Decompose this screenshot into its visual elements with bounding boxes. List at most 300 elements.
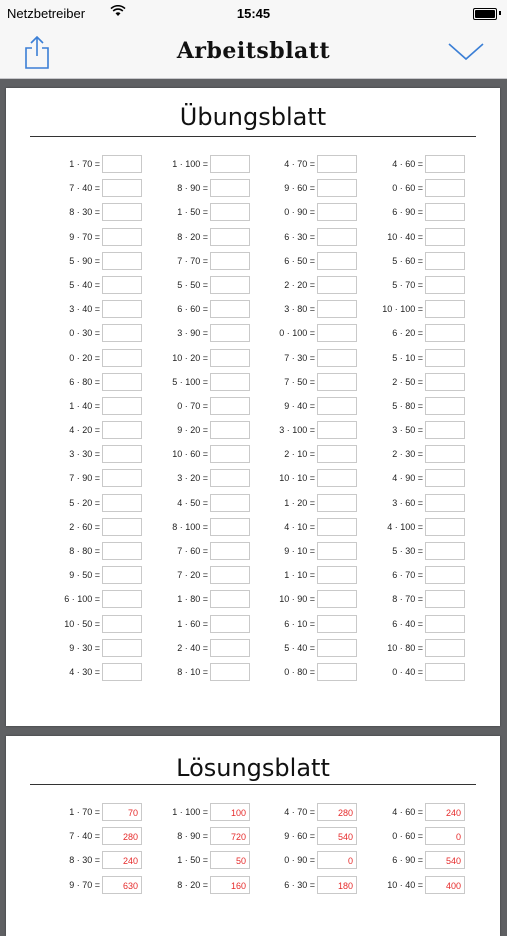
answer-input[interactable]	[317, 324, 357, 342]
answer-input[interactable]	[102, 566, 142, 584]
exercise-expression: 1 · 70 =	[69, 159, 100, 169]
exercise-expression: 0 · 70 =	[177, 400, 208, 411]
exercise-expression: 7 · 20 =	[177, 570, 208, 581]
exercise-expression: 5 · 10 =	[392, 352, 423, 363]
exercise-expression: 3 · 80 =	[284, 304, 315, 315]
answer-input[interactable]	[210, 324, 250, 342]
exercise-expression: 9 · 30 =	[69, 642, 100, 653]
answer-input[interactable]	[317, 542, 357, 560]
solution-sheet	[6, 736, 500, 936]
exercise-expression: 7 · 30 =	[284, 352, 315, 363]
carrier-label: Netzbetreiber	[7, 6, 86, 21]
answer-box	[317, 803, 357, 821]
exercise-row	[6, 397, 500, 421]
exercise-item	[253, 276, 357, 296]
exercise-item	[361, 876, 465, 896]
exercise-item	[146, 179, 250, 199]
answer-value: 540	[337, 832, 353, 843]
exercise-item	[146, 639, 250, 659]
answer-input[interactable]	[102, 300, 142, 318]
exercise-expression: 6 · 100 =	[64, 594, 100, 605]
exercise-item	[146, 615, 250, 635]
exercise-expression: 9 · 60 =	[284, 183, 315, 194]
exercise-expression: 1 · 70 =	[69, 807, 100, 817]
exercise-item	[361, 252, 465, 272]
exercise-item	[146, 155, 250, 175]
answer-input[interactable]	[425, 373, 465, 391]
exercise-item	[146, 203, 250, 223]
exercise-row	[6, 179, 500, 203]
exercise-expression: 6 · 90 =	[392, 207, 423, 218]
answer-box	[317, 876, 357, 894]
answer-input[interactable]	[102, 445, 142, 463]
exercise-row	[6, 639, 500, 663]
exercise-item	[38, 469, 142, 489]
answer-input[interactable]	[425, 639, 465, 657]
exercise-item	[253, 494, 357, 514]
exercise-expression: 4 · 10 =	[284, 521, 315, 532]
exercise-expression: 1 · 60 =	[177, 618, 208, 629]
exercise-row	[6, 228, 500, 252]
exercise-item	[253, 542, 357, 562]
exercise-item	[146, 445, 250, 465]
answer-input[interactable]	[210, 349, 250, 367]
exercise-item	[146, 494, 250, 514]
answer-input[interactable]	[425, 397, 465, 415]
status-bar	[0, 0, 507, 28]
answer-input[interactable]	[102, 469, 142, 487]
answer-input[interactable]	[102, 252, 142, 270]
exercise-item	[146, 276, 250, 296]
exercise-item	[146, 469, 250, 489]
answer-input[interactable]	[317, 615, 357, 633]
answer-input[interactable]	[102, 349, 142, 367]
answer-input[interactable]	[317, 566, 357, 584]
answer-input[interactable]	[102, 373, 142, 391]
answer-box	[425, 876, 465, 894]
answer-input[interactable]	[425, 349, 465, 367]
answer-value: 280	[337, 808, 353, 818]
answer-input[interactable]	[102, 324, 142, 342]
exercise-item	[253, 803, 357, 823]
answer-value: 540	[445, 856, 461, 867]
clock: 15:45	[236, 6, 271, 21]
exercise-item	[361, 421, 465, 441]
exercise-expression: 9 · 60 =	[284, 831, 315, 842]
answer-input[interactable]	[317, 155, 357, 173]
answer-input[interactable]	[210, 373, 250, 391]
exercise-row	[6, 663, 500, 687]
exercise-item	[253, 373, 357, 393]
exercise-item	[38, 421, 142, 441]
exercise-item	[253, 421, 357, 441]
answer-input[interactable]	[425, 421, 465, 439]
exercise-row	[6, 324, 500, 348]
answer-input[interactable]	[317, 203, 357, 221]
answer-input[interactable]	[425, 324, 465, 342]
exercise-expression: 7 · 40 =	[69, 183, 100, 194]
exercise-expression: 4 · 60 =	[392, 159, 423, 169]
answer-input[interactable]	[317, 373, 357, 391]
answer-input[interactable]	[425, 445, 465, 463]
exercise-item	[253, 300, 357, 320]
exercise-item	[38, 349, 142, 369]
answer-input[interactable]	[210, 590, 250, 608]
answer-input[interactable]	[425, 179, 465, 197]
answer-input[interactable]	[425, 300, 465, 318]
exercise-item	[361, 639, 465, 659]
exercise-expression: 3 · 30 =	[69, 449, 100, 460]
exercise-item	[253, 663, 357, 683]
exercise-item	[146, 590, 250, 610]
answer-input[interactable]	[425, 590, 465, 608]
answer-box	[102, 827, 142, 845]
exercise-item	[253, 590, 357, 610]
answer-input[interactable]	[425, 155, 465, 173]
answer-input[interactable]	[102, 639, 142, 657]
exercise-item	[38, 276, 142, 296]
answer-input[interactable]	[210, 300, 250, 318]
exercise-item	[38, 252, 142, 272]
exercise-expression: 0 · 40 =	[392, 666, 423, 677]
answer-box	[317, 827, 357, 845]
answer-input[interactable]	[317, 445, 357, 463]
exercise-expression: 4 · 50 =	[177, 497, 208, 508]
exercise-expression: 5 · 20 =	[69, 497, 100, 508]
exercise-item	[253, 639, 357, 659]
exercise-row	[6, 518, 500, 542]
answer-input[interactable]	[102, 518, 142, 536]
exercise-expression: 1 · 10 =	[284, 570, 315, 581]
exercise-expression: 5 · 30 =	[392, 546, 423, 556]
exercise-expression: 0 · 90 =	[284, 855, 315, 866]
answer-input[interactable]	[425, 469, 465, 487]
exercise-row	[6, 300, 500, 324]
answer-input[interactable]	[210, 252, 250, 270]
exercise-item	[361, 397, 465, 417]
exercise-expression: 4 · 70 =	[284, 159, 315, 169]
answer-input[interactable]	[425, 615, 465, 633]
exercise-item	[361, 803, 465, 823]
collapse-button[interactable]	[447, 38, 485, 66]
answer-box	[102, 876, 142, 894]
exercise-expression: 8 · 20 =	[177, 231, 208, 242]
exercise-item	[253, 228, 357, 248]
exercise-row	[6, 252, 500, 276]
exercise-item	[146, 803, 250, 823]
exercise-item	[38, 851, 142, 871]
answer-input[interactable]	[210, 639, 250, 657]
exercise-expression: 0 · 60 =	[392, 183, 423, 194]
answer-value: 240	[445, 808, 461, 818]
answer-input[interactable]	[425, 542, 465, 560]
exercise-item	[361, 445, 465, 465]
exercise-expression: 10 · 100 =	[382, 304, 423, 315]
exercise-item	[38, 876, 142, 896]
answer-input[interactable]	[102, 421, 142, 439]
exercise-item	[253, 349, 357, 369]
answer-input[interactable]	[425, 663, 465, 681]
answer-box	[317, 851, 357, 869]
answer-input[interactable]	[317, 518, 357, 536]
exercise-item	[361, 300, 465, 320]
answer-input[interactable]	[102, 590, 142, 608]
battery-tip	[499, 11, 501, 15]
exercise-item	[361, 566, 465, 586]
exercise-expression: 0 · 80 =	[284, 666, 315, 677]
exercise-row	[6, 851, 500, 875]
exercise-item	[38, 542, 142, 562]
practice-sheet-title: Übungsblatt	[179, 103, 327, 131]
exercise-item	[38, 615, 142, 635]
exercise-item	[38, 445, 142, 465]
answer-input[interactable]	[210, 445, 250, 463]
exercise-expression: 1 · 50 =	[177, 855, 208, 866]
answer-input[interactable]	[102, 203, 142, 221]
exercise-item	[253, 827, 357, 847]
exercise-expression: 9 · 40 =	[284, 400, 315, 411]
answer-input[interactable]	[210, 542, 250, 560]
exercise-expression: 6 · 50 =	[284, 255, 315, 266]
answer-box	[210, 827, 250, 845]
exercise-expression: 1 · 50 =	[177, 207, 208, 218]
answer-input[interactable]	[425, 518, 465, 536]
exercise-expression: 4 · 60 =	[392, 807, 423, 817]
exercise-expression: 9 · 70 =	[69, 879, 100, 890]
answer-input[interactable]	[210, 663, 250, 681]
exercise-expression: 4 · 70 =	[284, 807, 315, 817]
exercise-item	[146, 421, 250, 441]
exercise-expression: 6 · 80 =	[69, 376, 100, 387]
exercise-expression: 0 · 30 =	[69, 328, 100, 339]
exercise-item	[361, 179, 465, 199]
exercise-expression: 5 · 40 =	[284, 642, 315, 653]
exercise-expression: 7 · 70 =	[177, 255, 208, 266]
answer-input[interactable]	[210, 469, 250, 487]
answer-box	[210, 803, 250, 821]
exercise-expression: 6 · 60 =	[177, 304, 208, 315]
exercise-expression: 9 · 50 =	[69, 570, 100, 581]
exercise-item	[361, 228, 465, 248]
title-divider	[30, 136, 476, 137]
answer-input[interactable]	[210, 276, 250, 294]
exercise-expression: 7 · 40 =	[69, 831, 100, 842]
exercise-expression: 8 · 90 =	[177, 183, 208, 194]
exercise-row	[6, 373, 500, 397]
exercise-item	[253, 469, 357, 489]
chevron-down-icon	[447, 38, 485, 66]
exercise-expression: 2 · 10 =	[284, 449, 315, 460]
exercise-item	[361, 542, 465, 562]
exercise-row	[6, 155, 500, 179]
exercise-expression: 0 · 20 =	[69, 352, 100, 363]
answer-input[interactable]	[102, 615, 142, 633]
exercise-expression: 6 · 20 =	[392, 328, 423, 339]
practice-sheet	[6, 88, 500, 726]
answer-input[interactable]	[102, 155, 142, 173]
answer-input[interactable]	[317, 639, 357, 657]
answer-input[interactable]	[210, 566, 250, 584]
exercise-expression: 10 · 90 =	[279, 594, 315, 605]
exercise-expression: 5 · 60 =	[392, 255, 423, 266]
solution-sheet-title: Lösungsblatt	[176, 754, 330, 782]
answer-input[interactable]	[210, 203, 250, 221]
exercise-item	[38, 494, 142, 514]
answer-input[interactable]	[425, 494, 465, 512]
exercise-item	[146, 876, 250, 896]
answer-box	[210, 851, 250, 869]
answer-input[interactable]	[210, 179, 250, 197]
exercise-expression: 3 · 60 =	[392, 497, 423, 508]
answer-input[interactable]	[317, 494, 357, 512]
exercise-expression: 2 · 20 =	[284, 279, 315, 290]
exercise-item	[38, 203, 142, 223]
answer-input[interactable]	[317, 421, 357, 439]
exercise-item	[253, 179, 357, 199]
answer-input[interactable]	[425, 203, 465, 221]
exercise-item	[38, 663, 142, 683]
answer-input[interactable]	[317, 663, 357, 681]
exercise-expression: 7 · 90 =	[69, 473, 100, 484]
exercise-expression: 1 · 40 =	[69, 400, 100, 411]
exercise-expression: 8 · 10 =	[177, 666, 208, 677]
exercise-item	[146, 663, 250, 683]
exercise-item	[361, 590, 465, 610]
answer-input[interactable]	[210, 397, 250, 415]
exercise-expression: 0 · 60 =	[392, 831, 423, 842]
exercise-item	[361, 349, 465, 369]
exercise-expression: 10 · 40 =	[387, 879, 423, 890]
exercise-expression: 7 · 60 =	[177, 546, 208, 556]
answer-input[interactable]	[102, 542, 142, 560]
exercise-item	[38, 803, 142, 823]
answer-input[interactable]	[317, 590, 357, 608]
exercise-item	[253, 324, 357, 344]
exercise-expression: 10 · 40 =	[387, 231, 423, 242]
answer-value: 70	[127, 808, 138, 818]
exercise-row	[6, 276, 500, 300]
answer-input[interactable]	[210, 615, 250, 633]
exercise-item	[146, 228, 250, 248]
exercise-item	[38, 397, 142, 417]
answer-input[interactable]	[210, 494, 250, 512]
answer-value: 0	[347, 856, 353, 867]
answer-value: 50	[235, 856, 246, 867]
page-title: Arbeitsblatt	[176, 38, 331, 64]
exercise-item	[361, 663, 465, 683]
exercise-item	[253, 566, 357, 586]
exercise-expression: 10 · 10 =	[279, 473, 315, 484]
answer-input[interactable]	[210, 228, 250, 246]
answer-input[interactable]	[317, 179, 357, 197]
exercise-row	[6, 203, 500, 227]
exercise-row	[6, 615, 500, 639]
exercise-expression: 7 · 50 =	[284, 376, 315, 387]
exercise-expression: 4 · 100 =	[387, 521, 423, 532]
exercise-item	[361, 469, 465, 489]
exercise-row	[6, 566, 500, 590]
title-divider	[30, 784, 476, 785]
exercise-item	[361, 518, 465, 538]
answer-input[interactable]	[210, 518, 250, 536]
answer-input[interactable]	[102, 228, 142, 246]
answer-value: 720	[230, 832, 246, 843]
exercise-item	[361, 324, 465, 344]
exercise-item	[253, 397, 357, 417]
answer-box	[425, 803, 465, 821]
answer-input[interactable]	[102, 397, 142, 415]
answer-input[interactable]	[317, 469, 357, 487]
exercise-expression: 3 · 40 =	[69, 304, 100, 315]
exercise-expression: 2 · 30 =	[392, 449, 423, 460]
exercise-row	[6, 445, 500, 469]
exercise-expression: 6 · 30 =	[284, 231, 315, 242]
answer-input[interactable]	[317, 397, 357, 415]
exercise-item	[38, 518, 142, 538]
answer-input[interactable]	[425, 276, 465, 294]
exercise-expression: 9 · 20 =	[177, 425, 208, 436]
exercise-row	[6, 421, 500, 445]
exercise-expression: 10 · 80 =	[387, 642, 423, 653]
answer-input[interactable]	[425, 252, 465, 270]
exercise-row	[6, 349, 500, 373]
exercise-expression: 5 · 70 =	[392, 279, 423, 290]
answer-box	[102, 851, 142, 869]
exercise-expression: 9 · 10 =	[284, 546, 315, 556]
exercise-expression: 10 · 20 =	[172, 352, 208, 363]
exercise-expression: 8 · 30 =	[69, 855, 100, 866]
answer-input[interactable]	[317, 252, 357, 270]
exercise-expression: 3 · 90 =	[177, 328, 208, 339]
exercise-item	[253, 155, 357, 175]
answer-input[interactable]	[102, 179, 142, 197]
exercise-row	[6, 494, 500, 518]
answer-input[interactable]	[102, 663, 142, 681]
exercise-expression: 8 · 100 =	[172, 521, 208, 532]
exercise-item	[146, 300, 250, 320]
exercise-item	[146, 827, 250, 847]
exercise-item	[146, 349, 250, 369]
exercise-row	[6, 827, 500, 851]
answer-value: 400	[445, 880, 461, 891]
answer-box	[102, 803, 142, 821]
exercise-item	[146, 397, 250, 417]
answer-input[interactable]	[425, 566, 465, 584]
answer-input[interactable]	[210, 155, 250, 173]
answer-input[interactable]	[317, 349, 357, 367]
exercise-item	[146, 851, 250, 871]
answer-input[interactable]	[317, 228, 357, 246]
answer-input[interactable]	[425, 228, 465, 246]
exercise-item	[253, 203, 357, 223]
exercise-item	[361, 827, 465, 847]
answer-input[interactable]	[102, 276, 142, 294]
exercise-item	[38, 155, 142, 175]
answer-input[interactable]	[102, 494, 142, 512]
answer-input[interactable]	[317, 300, 357, 318]
answer-input[interactable]	[317, 276, 357, 294]
exercise-expression: 8 · 80 =	[69, 546, 100, 556]
exercise-expression: 0 · 90 =	[284, 207, 315, 218]
exercise-item	[38, 590, 142, 610]
exercise-item	[361, 155, 465, 175]
exercise-expression: 4 · 20 =	[69, 425, 100, 436]
exercise-item	[253, 445, 357, 465]
answer-input[interactable]	[210, 421, 250, 439]
answer-value: 630	[122, 880, 138, 891]
exercise-item	[38, 324, 142, 344]
exercise-item	[361, 203, 465, 223]
